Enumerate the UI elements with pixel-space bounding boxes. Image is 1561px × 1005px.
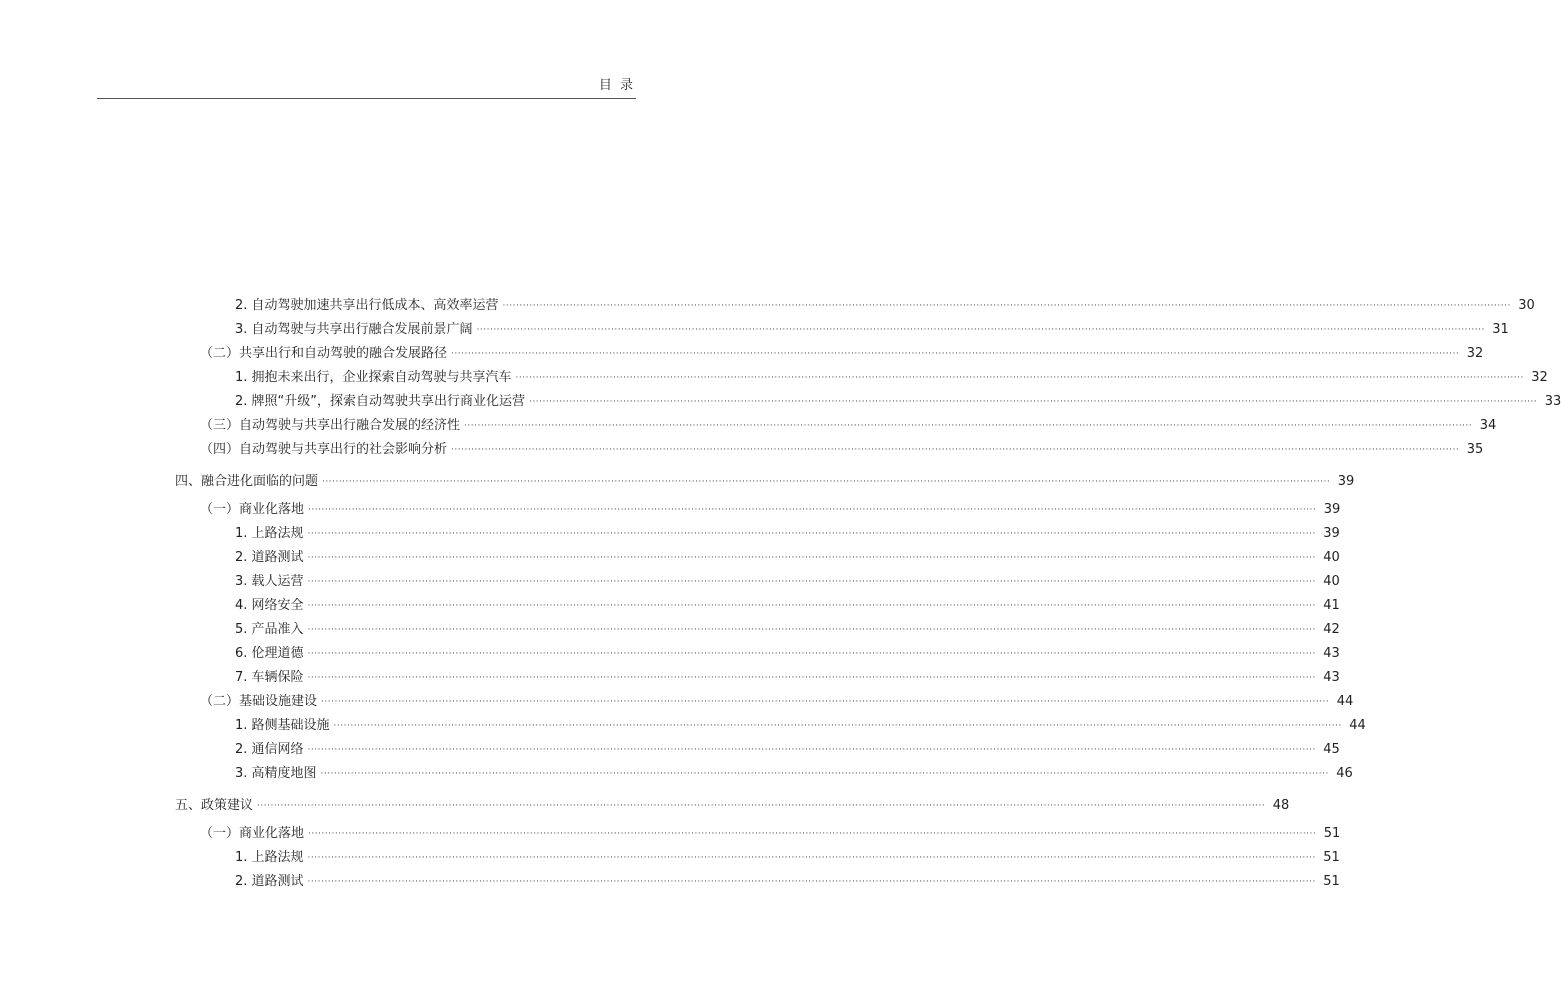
toc-entry[interactable] (235, 848, 1340, 868)
toc-dot-leader: ············································································································································································································································································································ (464, 421, 1473, 431)
toc-entry-page: 51 (1323, 850, 1340, 865)
toc-dot-leader: ············································································································································································································································································································ (529, 397, 1538, 407)
toc-dot-leader: ············································································································································································································································································································ (476, 325, 1485, 335)
toc-entry-page: 48 (1272, 798, 1290, 813)
toc-entry[interactable] (175, 472, 1355, 492)
toc-entry-title: 2. 自动驾驶加速共享出行低成本、高效率运营 (235, 298, 499, 313)
toc-entry-page: 51 (1323, 826, 1341, 841)
toc-entry-title: 3. 高精度地图 (235, 766, 317, 781)
toc-entry-page: 44 (1336, 694, 1354, 709)
toc-dot-leader: ············································································································································································································································································································ (307, 649, 1316, 659)
toc-dot-leader: ············································································································································································································································································································ (321, 697, 1330, 707)
toc-dot-leader: ············································································································································································································································································································ (451, 349, 1460, 359)
toc-dot-leader: ············································································································································································································································································································ (451, 445, 1460, 455)
toc-entry[interactable] (235, 740, 1340, 760)
toc-dot-leader: ············································································································································································································································································································ (307, 853, 1316, 863)
toc-entry-page: 39 (1323, 526, 1340, 541)
toc-entry-title: （一）商业化落地 (200, 502, 305, 517)
toc-entry[interactable] (200, 692, 1354, 712)
toc-entry[interactable] (235, 872, 1340, 892)
toc-entry[interactable] (235, 596, 1340, 616)
toc-entry-page: 35 (1466, 442, 1484, 457)
toc-entry[interactable] (235, 368, 1548, 388)
toc-entry-page: 34 (1479, 418, 1497, 433)
toc-entry-page: 44 (1349, 718, 1366, 733)
toc-dot-leader: ············································································································································································································································································································ (307, 529, 1316, 539)
toc-dot-leader: ············································································································································································································································································································ (333, 721, 1342, 731)
toc-entry-title: （二）共享出行和自动驾驶的融合发展路径 (200, 346, 448, 361)
toc-dot-leader: ············································································································································································································································································································ (307, 601, 1316, 611)
toc-entry-title: 1. 上路法规 (235, 850, 304, 865)
toc-dot-leader: ············································································································································································································································································································ (502, 301, 1511, 311)
toc-entry[interactable] (235, 524, 1340, 544)
toc-entry-title: 6. 伦理道德 (235, 646, 304, 661)
toc-entry-page: 42 (1323, 622, 1340, 637)
toc-dot-leader: ············································································································································································································································································································ (320, 769, 1329, 779)
toc-entry-page: 43 (1323, 670, 1340, 685)
toc-entry-title: 2. 道路测试 (235, 874, 304, 889)
toc-entry[interactable] (200, 416, 1497, 436)
toc-entry[interactable] (235, 764, 1353, 784)
toc-entry[interactable] (235, 620, 1340, 640)
toc-dot-leader: ············································································································································································································································································································ (307, 625, 1316, 635)
toc-entry[interactable] (235, 668, 1340, 688)
toc-entry-title: （一）商业化落地 (200, 826, 305, 841)
toc-entry-title: 1. 路侧基础设施 (235, 718, 330, 733)
toc-entry[interactable] (200, 440, 1484, 460)
toc-dot-leader: ············································································································································································································································································································ (307, 673, 1316, 683)
toc-entry-page: 32 (1466, 346, 1484, 361)
toc-entry[interactable] (235, 392, 1561, 412)
toc-entry-page: 32 (1531, 370, 1548, 385)
toc-dot-leader: ············································································································································································································································································································ (307, 553, 1316, 563)
toc-entry-title: 1. 上路法规 (235, 526, 304, 541)
toc-entry-page: 45 (1323, 742, 1340, 757)
toc-entry-title: 5. 产品准入 (235, 622, 304, 637)
toc-entry[interactable] (175, 796, 1290, 816)
toc-entry[interactable] (235, 572, 1340, 592)
toc-entry-page: 40 (1323, 574, 1340, 589)
toc-entry-page: 46 (1336, 766, 1353, 781)
toc-entry-title: 7. 车辆保险 (235, 670, 304, 685)
toc-entry-title: 2. 道路测试 (235, 550, 304, 565)
toc-entry-title: 4. 网络安全 (235, 598, 304, 613)
toc-entry-page: 41 (1323, 598, 1340, 613)
toc-dot-leader: ············································································································································································································································································································ (308, 829, 1317, 839)
toc-entry-title: 3. 载人运营 (235, 574, 304, 589)
toc-entry[interactable] (235, 548, 1340, 568)
toc-dot-leader: ············································································································································································································································································································ (307, 745, 1316, 755)
toc-dot-leader: ············································································································································································································································································································ (322, 477, 1331, 487)
toc-entry-page: 30 (1518, 298, 1535, 313)
toc-entry[interactable] (200, 344, 1484, 364)
toc-entry[interactable] (235, 296, 1535, 316)
toc-dot-leader: ············································································································································································································································································································ (257, 801, 1266, 811)
toc-entry[interactable] (200, 824, 1341, 844)
toc-entry[interactable] (235, 320, 1509, 340)
toc-entry[interactable] (235, 644, 1340, 664)
toc-entry-page: 33 (1544, 394, 1561, 409)
toc-entry-page: 40 (1323, 550, 1340, 565)
toc-entry-title: 1. 拥抱未来出行，企业探索自动驾驶与共享汽车 (235, 370, 512, 385)
toc-entry-page: 43 (1323, 646, 1340, 661)
toc-entry-page: 39 (1337, 474, 1355, 489)
toc-entry-page: 31 (1492, 322, 1509, 337)
toc-entry[interactable] (200, 500, 1341, 520)
toc-entry-page: 39 (1323, 502, 1341, 517)
toc-entry-title: 2. 牌照“升级”，探索自动驾驶共享出行商业化运营 (235, 394, 526, 409)
toc-dot-leader: ············································································································································································································································································································ (308, 505, 1317, 515)
toc-entry-title: （三）自动驾驶与共享出行融合发展的经济性 (200, 418, 461, 433)
toc-entry-page: 51 (1323, 874, 1340, 889)
toc-dot-leader: ············································································································································································································································································································ (307, 577, 1316, 587)
toc-entry-title: 3. 自动驾驶与共享出行融合发展前景广阔 (235, 322, 473, 337)
toc-entry-title: （四）自动驾驶与共享出行的社会影响分析 (200, 442, 448, 457)
toc-entry[interactable] (235, 716, 1366, 736)
toc-entry-title: 五、政策建议 (175, 798, 254, 813)
toc-entry-title: （二）基础设施建设 (200, 694, 318, 709)
toc-dot-leader: ············································································································································································································································································································ (515, 373, 1524, 383)
running-header-title: 目 录 (598, 78, 635, 93)
toc-dot-leader: ············································································································································································································································································································ (307, 877, 1316, 887)
toc-entry-title: 四、融合进化面临的问题 (175, 474, 319, 489)
toc-entry-title: 2. 通信网络 (235, 742, 304, 757)
